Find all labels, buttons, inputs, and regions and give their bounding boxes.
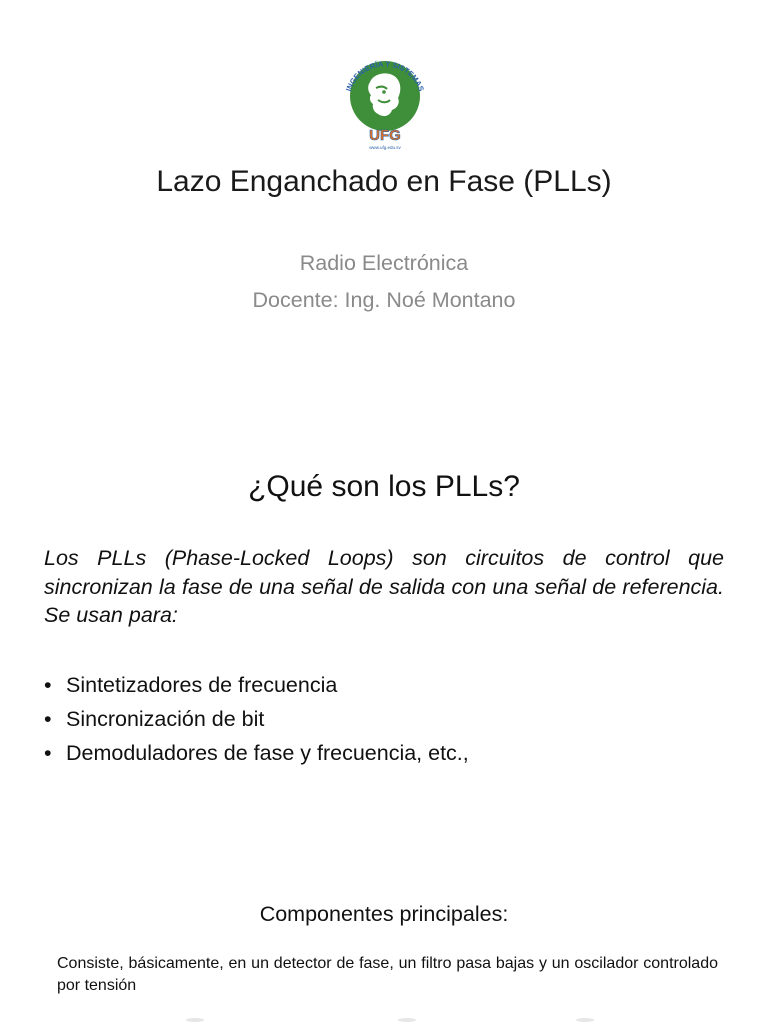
bullet-text: Sintetizadores de frecuencia bbox=[66, 673, 338, 697]
bullet-icon: • bbox=[44, 707, 52, 731]
section-heading-components: Componentes principales: bbox=[259, 902, 509, 926]
course-name: Radio Electrónica bbox=[299, 251, 469, 275]
faint-decoration-row bbox=[0, 1014, 768, 1024]
intro-paragraph: Los PLLs (Phase-Locked Loops) son circuitos de control que sincronizan la fase de una señal de salida con una señal de referencia. Se usan para: bbox=[44, 546, 724, 627]
ufg-logo bbox=[340, 52, 430, 152]
faint-dot bbox=[186, 1018, 204, 1022]
bullet-item bbox=[44, 668, 724, 702]
bullet-text: Demoduladores de fase y frecuencia, etc., bbox=[66, 741, 469, 765]
bullet-text: Sincronización de bit bbox=[66, 707, 265, 731]
section-heading-what-are-plls: ¿Qué son los PLLs? bbox=[248, 470, 520, 503]
faint-dot bbox=[398, 1018, 416, 1022]
ufg-logo-graphic bbox=[340, 52, 430, 152]
bullet-icon: • bbox=[44, 673, 52, 697]
logo-initials: UFG bbox=[369, 127, 401, 144]
instructor-name: Docente: Ing. Noé Montano bbox=[252, 288, 516, 312]
presentation-title: Lazo Enganchado en Fase (PLLs) bbox=[156, 165, 612, 198]
bullet-item bbox=[44, 702, 724, 736]
uses-bullet-list bbox=[44, 668, 724, 770]
faint-dot bbox=[576, 1018, 594, 1022]
bullet-item bbox=[44, 736, 724, 770]
components-paragraph: Consiste, básicamente, en un detector de fase, un filtro pasa bajas y un oscilador controlado por tensión bbox=[57, 955, 718, 994]
logo-url: www.ufg.edu.sv bbox=[369, 145, 401, 150]
bullet-icon: • bbox=[44, 741, 52, 765]
logo-arc-text: INGENIERÍA Y SISTEMAS bbox=[343, 59, 427, 93]
